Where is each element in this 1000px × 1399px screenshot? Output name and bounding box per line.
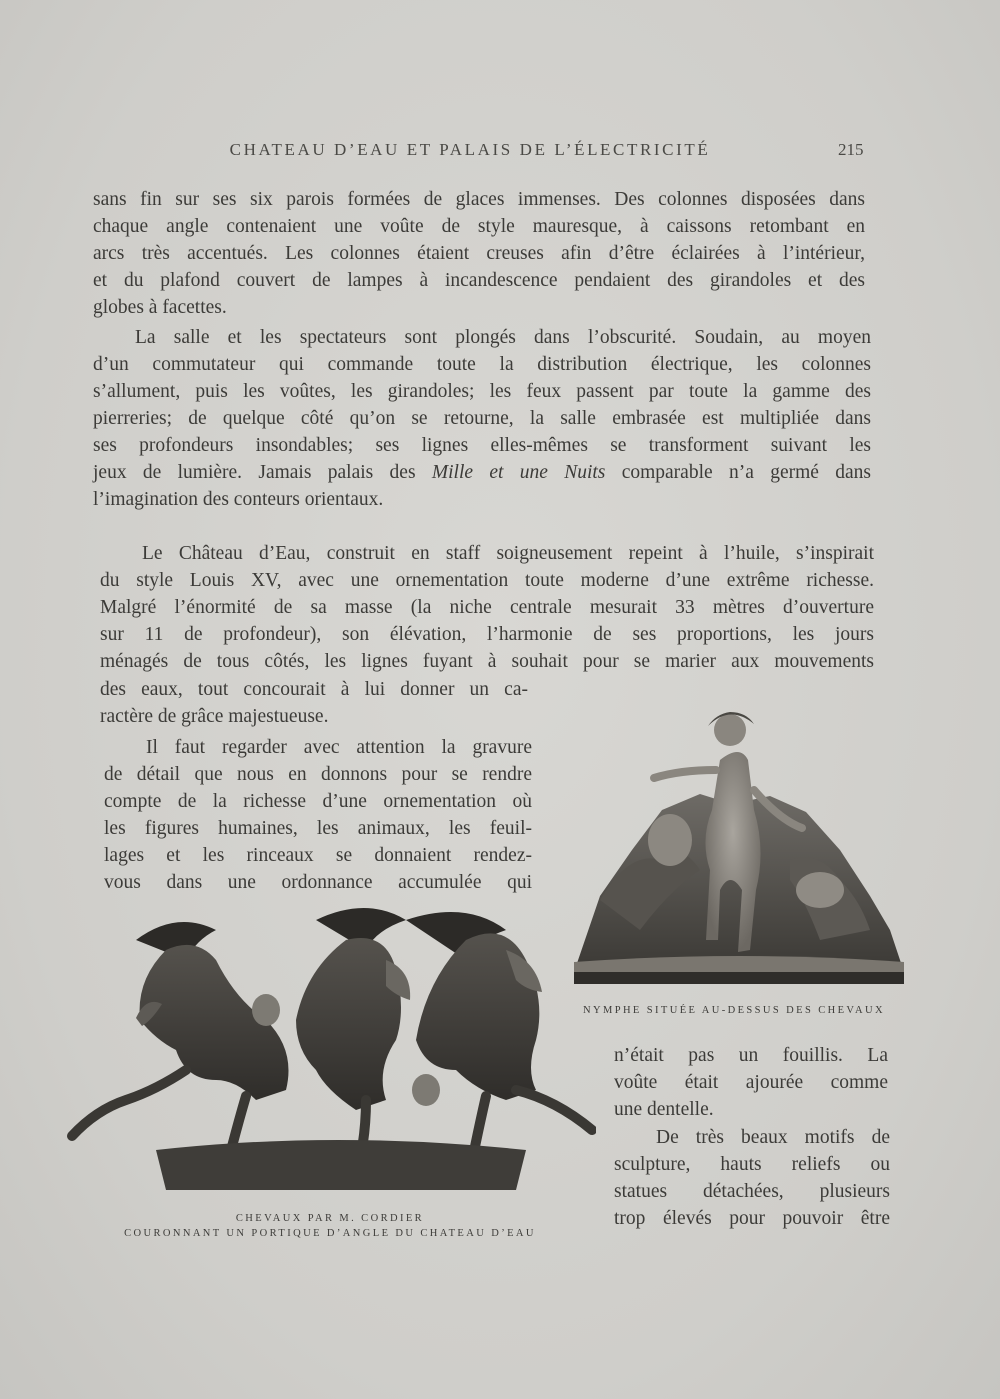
- nymph-caption: NYMPHE SITUÉE AU-DESSUS DES CHEVAUX: [583, 1005, 885, 1016]
- text-line: De très beaux motifs de: [656, 1127, 890, 1148]
- paragraph-chateau: [100, 540, 874, 675]
- page-number: 215: [838, 140, 864, 159]
- paragraph-chateau-end: [100, 676, 528, 730]
- text-line: trop élevés pour pouvoir être: [614, 1208, 890, 1229]
- text-line: du style Louis XV, avec une ornementation toute moderne d’une extrême richesse.: [100, 570, 874, 591]
- text-line: vous dans une ordonnance accumulée qui: [104, 872, 532, 893]
- text-line: Il faut regarder avec attention la gravure: [146, 737, 532, 758]
- text-line: Le Château d’Eau, construit en staff soigneusement repeint à l’huile, s’inspirait: [142, 543, 874, 564]
- text-line: Malgré l’énormité de sa masse (la niche centrale mesurait 33 mètres d’ouverture: [100, 597, 874, 618]
- horses-caption-title: CHEVAUX PAR M. CORDIER: [235, 1213, 425, 1224]
- text-line: [93, 459, 871, 486]
- text-line: globes à facettes.: [93, 297, 227, 318]
- horses-caption-subtitle: COURONNANT UN PORTIQUE D’ANGLE DU CHATEAU D’EAU: [124, 1228, 536, 1239]
- running-title: CHATEAU D’EAU ET PALAIS DE L’ÉLECTRICITÉ: [229, 140, 711, 159]
- text-line: ses profondeurs insondables; ses lignes elles-mêmes se transforment suivant les: [93, 435, 871, 456]
- text-line: lages et les rinceaux se donnaient rendez-: [104, 845, 532, 866]
- text-line: arcs très accentués. Les colonnes étaient creuses afin d’être éclairées à l’intérieur,: [93, 243, 865, 264]
- text-run: jeux de lumière. Jamais palais des: [93, 462, 432, 483]
- text-line: une dentelle.: [614, 1099, 714, 1120]
- text-line: l’imagination des conteurs orientaux.: [93, 489, 384, 510]
- text-line: voûte était ajourée comme: [614, 1072, 888, 1093]
- text-line: sans fin sur ses six parois formées de glaces immenses. Des colonnes disposées dans: [93, 189, 865, 210]
- nymph-sculpture-photo: [570, 700, 906, 984]
- text-line: des eaux, tout concourait à lui donner un ca-: [100, 679, 528, 700]
- text-line: ractère de grâce majestueuse.: [100, 706, 329, 727]
- text-run: comparable n’a germé dans: [605, 462, 871, 483]
- paragraph-salle: [93, 324, 871, 513]
- text-line: chaque angle contenaient une voûte de style mauresque, à caissons retombant en: [93, 216, 865, 237]
- text-line: s’allument, puis les voûtes, les girandoles; les feux passent par toute la gamme des: [93, 381, 871, 402]
- paragraph-gravure: [104, 734, 532, 896]
- horses-sculpture-photo: [66, 900, 596, 1190]
- text-line: statues détachées, plusieurs: [614, 1181, 890, 1202]
- text-line: pierreries; de quelque côté qu’on se retourne, la salle embrasée est multipliée dans: [93, 408, 871, 429]
- text-line: d’un commutateur qui commande toute la distribution électrique, les colonnes: [93, 354, 871, 375]
- text-line: La salle et les spectateurs sont plongés dans l’obscurité. Soudain, au moyen: [135, 327, 871, 348]
- book-title-italic: Mille et une Nuits: [431, 462, 606, 483]
- text-line: de détail que nous en donnons pour se rendre: [104, 764, 532, 785]
- paragraph-fouillis: [614, 1042, 888, 1123]
- text-line: les figures humaines, les animaux, les feuil-: [104, 818, 532, 839]
- text-line: ménagés de tous côtés, les lignes fuyant à souhait pour se marier aux mouvements: [100, 651, 874, 672]
- text-line: compte de la richesse d’une ornementation où: [104, 791, 532, 812]
- text-line: sculpture, hauts reliefs ou: [614, 1154, 890, 1175]
- text-line: n’était pas un fouillis. La: [614, 1045, 888, 1066]
- text-line: et du plafond couvert de lampes à incandescence pendaient des girandoles et des: [93, 270, 865, 291]
- paragraph-motifs: [614, 1124, 890, 1232]
- text-line: sur 11 de profondeur), son élévation, l’harmonie de ses proportions, les jours: [100, 624, 874, 645]
- paragraph-continuation: [93, 186, 865, 321]
